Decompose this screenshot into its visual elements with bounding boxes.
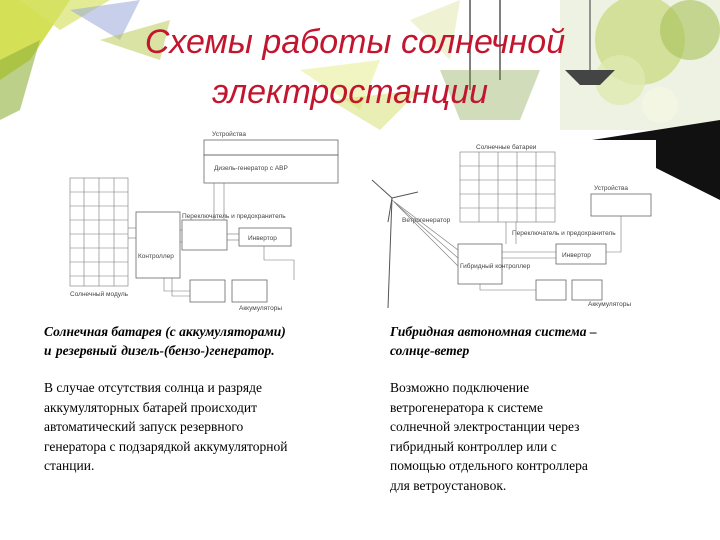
slide-title-line-1: Схемы работы солнечной — [144, 23, 566, 61]
controller-label: Контроллер — [138, 253, 174, 260]
diesel-label: Дизель-генератор с АВР — [214, 165, 288, 172]
right-caption — [390, 322, 690, 360]
left-caption-line-2: и резервный дизель-(бензо-)генератор. — [44, 343, 275, 358]
right-caption-line-1: Гибридная автономная система – — [390, 324, 597, 339]
left-description-line: В случае отсутствия солнца и разряде — [44, 380, 262, 395]
right-description-line: помощью отдельного контроллера — [390, 458, 588, 473]
right-description-line: Возможно подключение — [390, 380, 530, 395]
wind-generator-label: Ветрогенератор — [402, 217, 451, 224]
left-description-line: автоматический запуск резервного — [44, 419, 244, 434]
batteries-label-right: Аккумуляторы — [588, 301, 632, 308]
right-description-line: ветрогенератора к системе — [390, 399, 543, 415]
inverter-label: Инвертор — [248, 235, 277, 242]
left-description-line: генератора с подзарядкой аккумуляторной — [44, 438, 288, 454]
solar-diesel-diagram — [64, 120, 340, 312]
switch-label: Переключатель и предохранитель — [182, 213, 286, 220]
right-description-line: гибридный контроллер или с — [390, 438, 557, 454]
right-description — [390, 378, 700, 495]
left-description — [44, 378, 364, 476]
right-description-line: для ветроустановок. — [390, 477, 507, 493]
hybrid-controller-label: Гибридный контроллер — [460, 263, 531, 270]
switch-label-right: Переключатель и предохранитель — [512, 230, 616, 237]
left-caption-line-1: Солнечная батарея (с аккумуляторами) — [44, 324, 286, 339]
batteries-label: Аккумуляторы — [239, 305, 283, 312]
left-caption — [44, 322, 354, 360]
devices-label-right: Устройства — [594, 185, 629, 192]
inverter-label-right: Инвертор — [562, 252, 591, 259]
right-description-line: солнечной электростанции через — [390, 419, 580, 434]
solar-panel-label: Солнечный модуль — [70, 291, 129, 298]
left-description-line: станции. — [44, 458, 95, 473]
devices-label: Устройства — [212, 131, 247, 138]
solar-panels-label: Солнечные батареи — [476, 144, 537, 151]
slide-title-line-2: электростанции — [211, 73, 489, 111]
right-caption-line-2: солнце-ветер — [390, 343, 470, 358]
left-description-line: аккумуляторных батарей происходит — [44, 399, 258, 415]
hybrid-solar-wind-diagram — [366, 140, 656, 312]
